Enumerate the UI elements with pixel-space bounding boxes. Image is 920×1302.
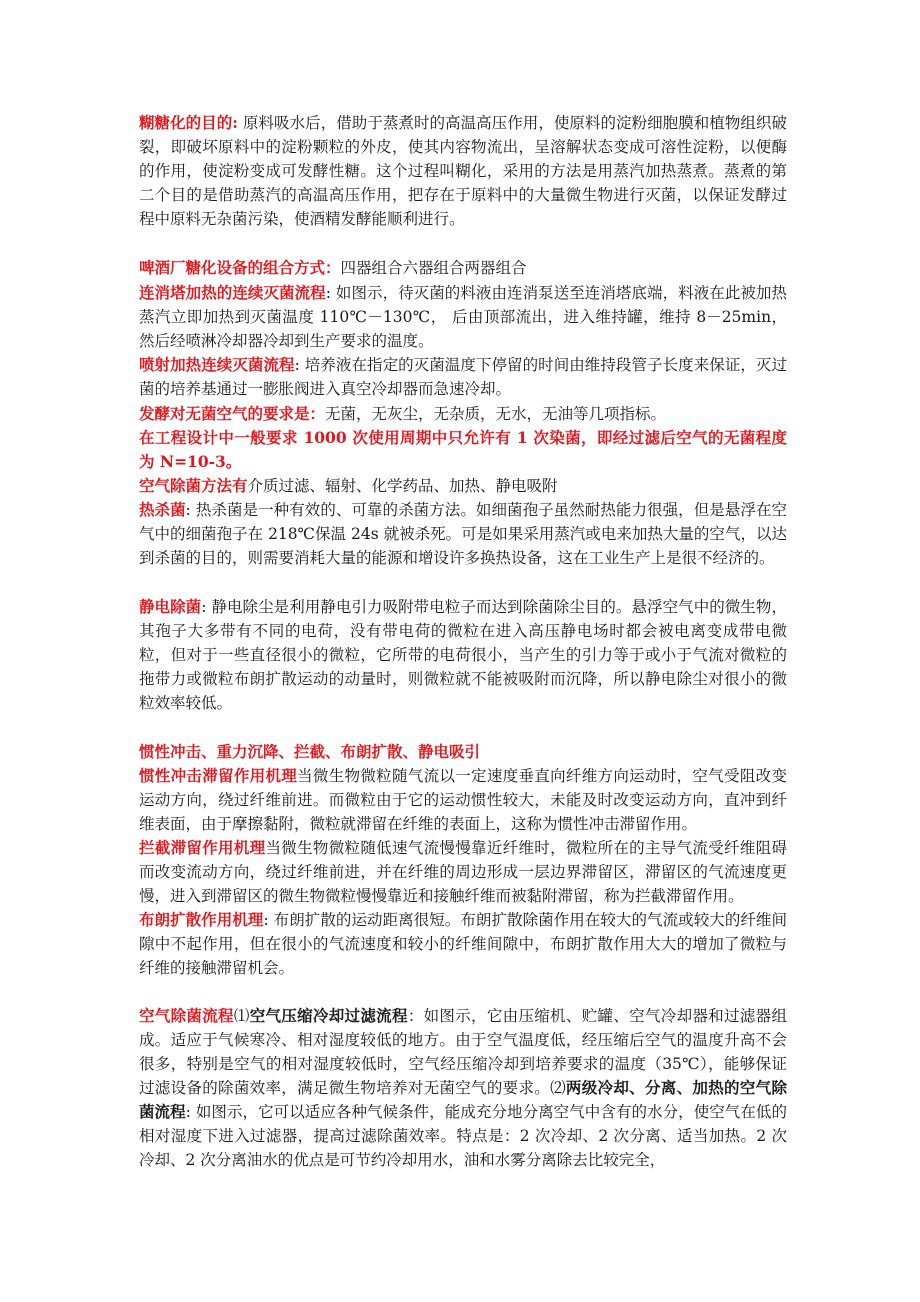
paragraph-air-methods — [139, 474, 787, 498]
design-requirement-text: 在工程设计中一般要求 1000 次使用周期中只允许有 1 次染菌，即经过滤后空气的无菌程度为 N=10-3。 — [139, 428, 787, 471]
heading-brownian: 布朗扩散作用机理 — [139, 910, 264, 929]
paragraph-air-process — [139, 1004, 787, 1172]
body-text: 四器组合六器组合两器组合 — [340, 259, 527, 277]
heading-mechanisms-list: 惯性冲击、重力沉降、拦截、布朗扩散、静电吸引 — [139, 742, 481, 761]
body-text: 当微生物微粒随低速气流慢慢靠近纤维时，微粒所在的主导气流受纤维阻碍而改变流动方向，绕过纤维前进，并在纤维的周边形成一层边界滞留区，滞留区的气流速度更慢，进入到滞留区的微生物微粒慢慢靠近和接触纤维而被黏附滞留，称为拦截滞留作用。 — [139, 839, 787, 905]
heading-inertial-impaction: 惯性冲击滞留作用机理 — [139, 766, 298, 785]
paragraph-mechanisms-list — [139, 740, 787, 764]
heading-air-methods: 空气除菌方法有 — [139, 476, 248, 495]
body-text: : 如图示，待灭菌的料液由连消泵送至连消塔底端，料液在此被加热蒸汽立即加热到灭菌温度 110℃－130℃， 后由顶部流出，进入维持罐，维持 8－25min，然后经喷淋冷却器冷却到生产要求的温度。 — [139, 284, 787, 350]
paragraph-saccharification-purpose — [139, 111, 787, 231]
body-text: ⑴ — [233, 1007, 250, 1025]
paragraph-electrostatic — [139, 595, 787, 715]
heading-sterile-air: 发酵对无菌空气的要求是： — [139, 404, 326, 423]
heading-jet-heating: 喷射加热连续灭菌流程 — [139, 355, 295, 374]
subheading-two-stage-cooling: 两级冷却、分离、加热的空气除菌流程 — [139, 1078, 787, 1121]
body-text: 介质过滤、辐射、化学药品、加热、静电吸附 — [247, 477, 558, 495]
paragraph-design-requirement — [139, 426, 787, 474]
body-text: : 培养液在指定的灭菌温度下停留的时间由维持段管子长度来保证，灭过菌的培养基通过一膨胀阀进入真空冷却器而急速冷却。 — [139, 356, 787, 398]
paragraph-interception — [139, 836, 787, 908]
body-text: : 如图示，它可以适应各种气候条件，能成充分地分离空气中含有的水分，使空气在低的相对湿度下进入过滤器，提高过滤除菌效率。特点是：2 次冷却、2 次分离、适当加热。2 次冷却、2 次分离油水的优点是可节约冷却用水，油和水雾分离除去比较完全， — [139, 1103, 787, 1169]
paragraph-heat-sterilization — [139, 498, 787, 570]
heading-continuous-tower: 连消塔加热的连续灭菌流程 — [139, 283, 326, 302]
paragraph-sterile-air — [139, 402, 787, 426]
paragraph-jet-heating — [139, 353, 787, 401]
subheading-compression-cooling: 空气压缩冷却过滤流程 — [249, 1006, 408, 1025]
heading-air-process: 空气除菌流程 — [139, 1006, 234, 1025]
body-text: : 热杀菌是一种有效的、可靠的杀菌方法。如细菌孢子虽然耐热能力很强，但是悬浮在空气中的细菌孢子在 218℃保温 24s 就被杀死。可是如果采用蒸汽或电来加热大量的空气，以达到杀菌的目的，则需要消耗大量的能源和增设许多换热设备，这在工业生产上是很不经济的。 — [139, 501, 787, 567]
paragraph-brownian — [139, 908, 787, 980]
body-text: : 布朗扩散的运动距离很短。布朗扩散除菌作用在较大的气流或较大的纤维间隙中不起作用，但在很小的气流速度和较小的纤维间隙中，布朗扩散作用大大的增加了微粒与纤维的接触滞留机会。 — [139, 911, 787, 977]
body-text: 原料吸水后，借助于蒸煮时的高温高压作用，使原料的淀粉细胞膜和植物组织破裂，即破坏原料中的淀粉颗粒的外皮，使其内容物流出，呈溶解状态变成可溶性淀粉，以便酶的作用，使淀粉变成可发酵性糖。这个过程叫糊化，采用的方法是用蒸汽加热蒸煮。蒸煮的第二个目的是借助蒸汽的高温高压作用，把存在于原料中的大量微生物进行灭菌，以保证发酵过程中原料无杂菌污染，使酒精发酵能顺利进行。 — [139, 114, 787, 228]
heading-electrostatic: 静电除菌 — [139, 597, 202, 616]
heading-heat-sterilization: 热杀菌 — [139, 500, 186, 519]
body-text: 无菌，无灰尘，无杂质，无水，无油等几项指标。 — [325, 405, 667, 423]
heading-saccharification-purpose: 糊糖化的目的: — [139, 113, 238, 132]
paragraph-inertial-impaction — [139, 764, 787, 836]
body-text: 当微生物微粒随气流以一定速度垂直向纤维方向运动时，空气受阻改变运动方向，绕过纤维前进。而微粒由于它的运动惯性较大，未能及时改变运动方向，直冲到纤维表面，由于摩擦黏附，微粒就滞留在纤维的表面上，这称为惯性冲击滞留作用。 — [139, 767, 787, 833]
body-text: ：如图示，它由压缩机、贮罐、空气冷却器和过滤器组成。适应于气候寒冷、相对湿度较低的地方。由于空气温度低，经压缩后空气的温度升高不会很多，特别是空气的相对湿度较低时，空气经压缩冷却到培养要求的温度（35℃），能够保证过滤设备的除菌效率，满足微生物培养对无菌空气的要求。⑵ — [139, 1007, 787, 1097]
paragraph-brewery-equipment — [139, 256, 787, 280]
body-text: : 静电除尘是利用静电引力吸附带电粒子而达到除菌除尘目的。悬浮空气中的微生物，其孢子大多带有不同的电荷，没有带电荷的微粒在进入高压静电场时都会被电离变成带电微粒，但对于一些直径很小的微粒，它所带的电荷很小，当产生的引力等于或小于气流对微粒的拖带力或微粒布朗扩散运动的动量时，则微粒就不能被吸附而沉降，所以静电除尘对很小的微粒效率较低。 — [139, 598, 787, 712]
heading-brewery-equipment: 啤酒厂糖化设备的组合方式： — [139, 258, 341, 277]
paragraph-continuous-tower — [139, 281, 787, 353]
heading-interception: 拦截滞留作用机理 — [139, 838, 266, 857]
